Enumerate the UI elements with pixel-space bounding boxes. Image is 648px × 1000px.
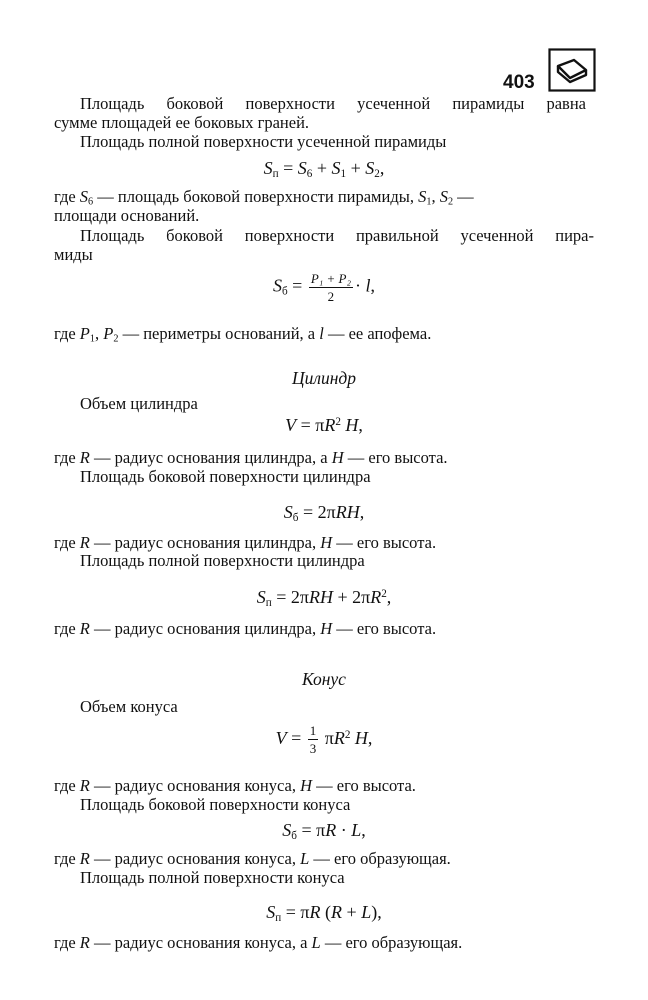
pyramid-where-1-line-1: где $S_6$ — площадь боковой поверхности пирамиды, $S_1$, $S_2$ —: [54, 187, 474, 208]
cylinder-volume-formula: $V = \pi R^2$ H,: [285, 415, 363, 435]
pyramid-paragraph-2: Площадь полной поверхности усеченной пирамиды: [80, 132, 447, 151]
cone-where-3: где R — радиус основания конуса, а L — его образующая.: [54, 933, 463, 952]
cylinder-volume-label: Объем цилиндра: [80, 394, 198, 413]
cylinder-lateral-formula: $S_б = 2\pi RH$,: [283, 502, 365, 524]
cone-lateral-label: Площадь боковой поверхности конуса: [80, 795, 351, 814]
pyramid-paragraph-1-line-1: Площадь боковой поверхности усеченной пирамиды равна: [80, 94, 586, 113]
cylinder-where-1: где R — радиус основания цилиндра, а H — его высота.: [54, 448, 448, 467]
cylinder-heading: Цилиндр: [291, 368, 357, 388]
cylinder-lateral-label: Площадь боковой поверхности цилиндра: [80, 467, 371, 486]
cone-lateral-formula: $S_б = \pi R \cdot L$,: [282, 820, 366, 842]
pyramid-where-2: где $P_1$, $P_2$ — периметры оснований, а l — ее апофема.: [54, 324, 432, 345]
cylinder-full-formula: $S_п = 2\pi RH + 2\pi R^2$,: [256, 587, 392, 609]
fraction: $\frac{\text{P₁ + P₂}}{2}$: [310, 271, 352, 304]
pyramid-lateral-area-formula: $S_б$ = $\frac{\text{P₁ + P₂}}{2}$ · l,: [272, 271, 376, 304]
pyramid-full-area-formula: $S_п = S_6 + S_1 + S_2$,: [263, 158, 385, 180]
cylinder-where-3: где R — радиус основания цилиндра, H — его высота.: [54, 619, 437, 638]
cylinder-where-2: где R — радиус основания цилиндра, H — его высота.: [54, 533, 437, 552]
cone-where-2: где R — радиус основания конуса, L — его образующая.: [54, 849, 451, 868]
cone-where-1: где R — радиус основания конуса, H — его высота.: [54, 776, 416, 795]
cone-volume-formula: V = $\frac{1}{3}$ $\pi R^2$ H,: [275, 723, 373, 757]
cone-full-label: Площадь полной поверхности конуса: [80, 868, 345, 887]
fraction: $\frac{1}{3}$: [309, 723, 317, 757]
cone-full-formula: $S_п = \pi R$ (R + L),: [266, 902, 382, 924]
cone-heading: Конус: [302, 669, 346, 689]
cone-volume-label: Объем конуса: [80, 697, 178, 716]
cylinder-full-label: Площадь полной поверхности цилиндра: [80, 551, 365, 570]
book-page-icon: [548, 48, 596, 92]
pyramid-paragraph-1-line-2: сумме площадей ее боковых граней.: [54, 113, 310, 132]
pyramid-paragraph-3-line-2: миды: [54, 245, 93, 264]
page-number: 403: [503, 72, 535, 93]
pyramid-paragraph-3-line-1: Площадь боковой поверхности правильной усеченной пира-: [80, 226, 594, 245]
pyramid-where-1-line-2: площади оснований.: [54, 206, 200, 225]
